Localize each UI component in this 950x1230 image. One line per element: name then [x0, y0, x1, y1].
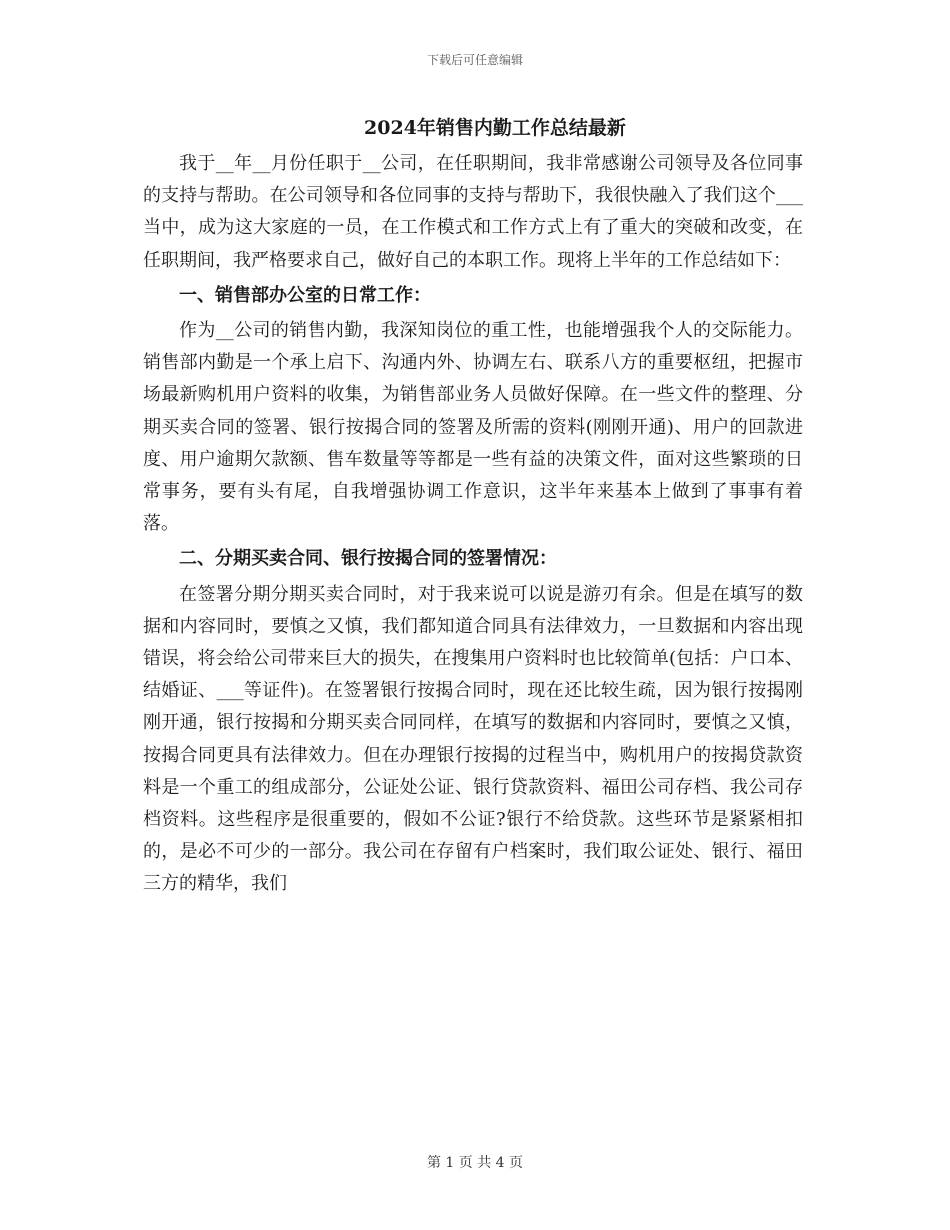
document-title: 2024年销售内勤工作总结最新: [364, 117, 626, 139]
section-heading-1: 一、销售部办公室的日常工作：: [179, 284, 431, 306]
paragraph-section-1: 作为__公司的销售内勤，我深知岗位的重工性，也能增强我个人的交际能力。销售部内勤是一个承上启下、沟通内外、协调左右、联系八方的重要枢纽，把握市场最新购机用户资料的收集，为销售部业务人员做好保障。在一些文件的整理、分期买卖合同的签署、银行按揭合同的签署及所需的资料(刚刚开通)、用户的回款进度、用户逾期欠款额、售车数量等等都是一些有益的决策文件，面对这些繁琐的日常事务，要有头有尾，自我增强协调工作意识，这半年来基本上做到了事事有着落。: [143, 320, 803, 535]
paragraph-section-2: 在签署分期分期买卖合同时，对于我来说可以说是游刃有余。但是在填写的数据和内容同时，要慎之又慎，我们都知道合同具有法律效力，一旦数据和内容出现错误，将会给公司带来巨大的损失，在搜集用户资料时也比较简单(包括：户口本、结婚证、___等证件)。在签署银行按揭合同时，现在还比较生疏，因为银行按揭刚刚开通，银行按揭和分期买卖合同同样，在填写的数据和内容同时，要慎之又慎，按揭合同更具有法律效力。但在办理银行按揭的过程当中，购机用户的按揭贷款资料是一个重工的组成部分，公证处公证、银行贷款资料、福田公司存档、我公司存档资料。这些程序是很重要的，假如不公证?银行不给贷款。这些环节是紧紧相扣的，是必不可少的一部分。我公司在存留有户档案时，我们取公证处、银行、福田三方的精华，我们: [143, 583, 803, 895]
paragraph-intro: 我于__年__月份任职于__公司，在任职期间，我非常感谢公司领导及各位同事的支持与帮助。在公司领导和各位同事的支持与帮助下，我很快融入了我们这个___当中，成为这大家庭的一员，在工作模式和工作方式上有了重大的突破和改变，在任职期间，我严格要求自己，做好自己的本职工作。现将上半年的工作总结如下：: [143, 153, 803, 271]
page-footer: 第 1 页 共 4 页: [426, 1155, 524, 1171]
page-header: 下载后可任意编辑: [426, 53, 523, 67]
section-heading-2: 二、分期买卖合同、银行按揭合同的签署情况：: [179, 548, 557, 570]
document-body: [143, 148, 803, 901]
